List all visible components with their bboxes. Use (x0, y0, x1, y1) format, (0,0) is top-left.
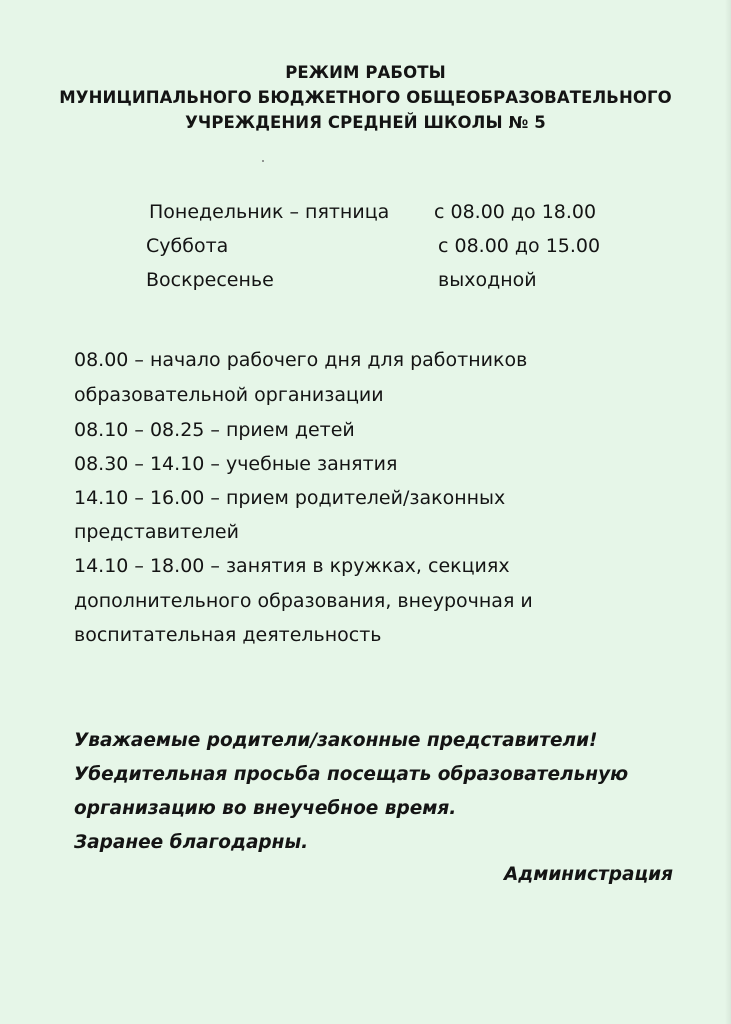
routine-line: 14.10 – 18.00 – занятия в кружках, секциях (74, 555, 510, 577)
routine-line: 08.10 – 08.25 – прием детей (74, 419, 355, 441)
notice-line: организацию во внеучебное время. (74, 798, 457, 819)
schedule-day-weekdays: Понедельник – пятница (149, 201, 390, 223)
title-line-2: МУНИЦИПАЛЬНОГО БЮДЖЕТНОГО ОБЩЕОБРАЗОВАТЕЛЬНОГО (59, 88, 672, 107)
schedule-day-saturday: Суббота (146, 235, 229, 257)
notice-line: Убедительная просьба посещать образовательную (74, 764, 629, 785)
routine-line: 08.00 – начало рабочего дня для работников (74, 349, 528, 371)
routine-line: представителей (74, 521, 239, 543)
schedule-time-weekdays: с 08.00 до 18.00 (434, 201, 597, 223)
routine-line: воспитательная деятельность (74, 624, 382, 646)
signature: Администрация (503, 864, 673, 885)
routine-line: образовательной организации (74, 384, 384, 406)
title-line-3: УЧРЕЖДЕНИЯ СРЕДНЕЙ ШКОЛЫ № 5 (185, 113, 546, 132)
schedule-time-sunday: выходной (438, 269, 537, 291)
scan-speck (262, 160, 264, 162)
routine-line: 08.30 – 14.10 – учебные занятия (74, 453, 398, 475)
routine-line: дополнительного образования, внеурочная и (74, 590, 533, 612)
notice-line: Уважаемые родители/законные представители! (74, 730, 598, 751)
routine-line: 14.10 – 16.00 – прием родителей/законных (74, 487, 506, 509)
schedule-day-sunday: Воскресенье (146, 269, 274, 291)
notice-line: Заранее благодарны. (74, 832, 309, 853)
page-edge (725, 0, 731, 1024)
title-line-1: РЕЖИМ РАБОТЫ (285, 63, 446, 82)
schedule-time-saturday: с 08.00 до 15.00 (438, 235, 601, 257)
